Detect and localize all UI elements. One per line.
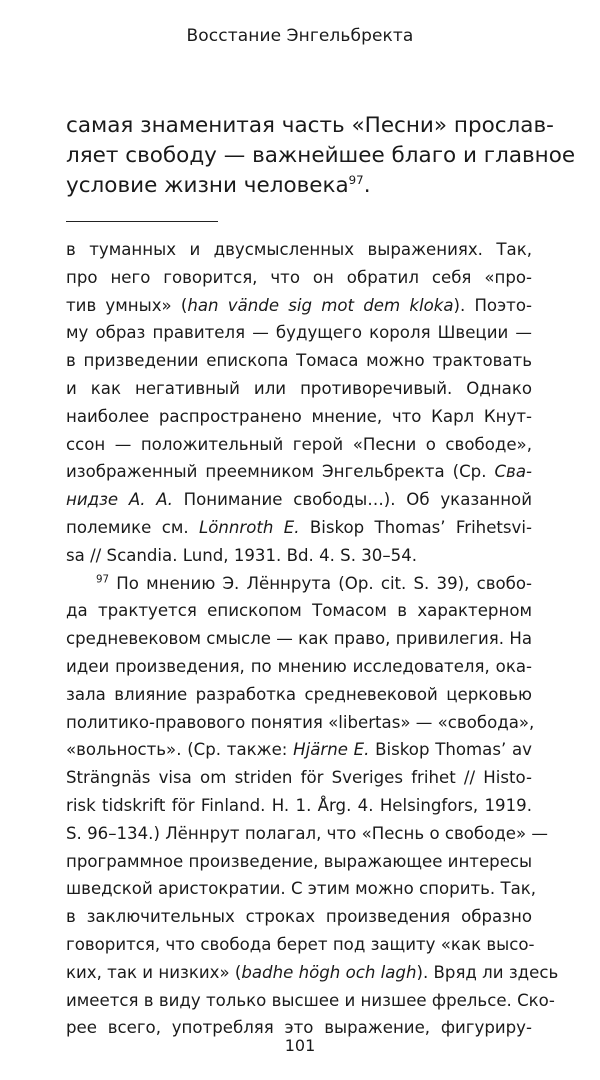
text: ких, так и низких» ( <box>66 962 242 982</box>
footnote-line: наиболее распространено мнение, что Карл Кнут- <box>66 406 532 426</box>
footnote-line <box>66 458 532 486</box>
main-line-text: условие жизни человека <box>66 173 349 198</box>
text: полемике см. <box>66 517 199 537</box>
italic-author: Hjärne E. <box>293 740 370 760</box>
footnote-line: risk tidskrift för Finland. H. 1. Årg. 4. Helsingfors, 1919. <box>66 795 532 815</box>
text: тив умных» ( <box>66 295 188 315</box>
footnote-line: ссон — положительный герой «Песни о свободе», <box>66 434 532 454</box>
footnote-line: му образ правителя — будущего короля Швеции — <box>66 323 532 343</box>
footnote-line: про него говорится, что он обратил себя «про- <box>66 267 532 287</box>
footnote-line: sa // Scandia. Lund, 1931. Bd. 4. S. 30–54. <box>66 545 418 565</box>
footnote-line: идеи произведения, по мнению исследователя, ока- <box>66 656 532 676</box>
main-line <box>66 171 532 201</box>
footnote-line: Strängnäs visa om striden för Sveriges frihet // Histo- <box>66 768 532 788</box>
footnote-line: зала влияние разработка средневековой церковью <box>66 684 532 704</box>
running-header: Восстание Энгельбректа <box>186 26 414 46</box>
main-line-end: . <box>363 173 371 198</box>
text: ). Вряд ли здесь <box>416 962 559 982</box>
footnote-line: говорится, что свобода берет под защиту «как высо- <box>66 934 535 954</box>
italic-author: Lönnroth E. <box>198 517 300 537</box>
page-number: 101 <box>284 1036 316 1055</box>
italic-quote: han vände sig mot dem kloka <box>187 295 454 315</box>
footnote-ref-97: 97 <box>348 172 364 187</box>
italic-author: Сва- <box>494 462 532 482</box>
footnote-line <box>66 292 532 320</box>
footnote-line: программное произведение, выражающее интересы <box>66 851 533 871</box>
footnote-line <box>66 486 532 514</box>
footnotes <box>66 236 559 1042</box>
footnote-line: рее всего, употребляя это выражение, фигуриру- <box>66 1018 532 1038</box>
text: изображенный преемником Энгельбректа (Ср. <box>66 462 495 482</box>
text: «вольность». (Ср. также: <box>66 740 294 760</box>
text: По мнению Э. Лённрута (Op. cit. S. 39), свобо- <box>109 573 532 593</box>
footnote-line: в призведении епископа Томаса можно трактовать <box>66 351 532 371</box>
footnote-line: имеется в виду только высшее и низшее фрельсе. Ско- <box>66 990 555 1010</box>
footnote-line: и как негативный или противоречивый. Однако <box>66 378 532 398</box>
footnote-separator <box>66 221 218 222</box>
footnote-line <box>66 959 559 987</box>
text: Biskop Thomas’ Frihetsvi- <box>299 517 532 537</box>
footnote-line: да трактуется епископом Томасом в характерном <box>66 601 532 621</box>
text: Понимание свободы…). Об указанной <box>172 490 532 510</box>
footnote-line: в туманных и двусмысленных выражениях. Так, <box>66 240 532 259</box>
footnote-line: в заключительных строках произведения образно <box>66 907 532 927</box>
footnote-line: S. 96–134.) Лённрут полагал, что «Песнь о свободе» — <box>66 823 549 843</box>
footnote-marker-97: 97 <box>96 573 110 586</box>
footnote-line: политико-правового понятия «libertas» — «свобода», <box>66 712 535 732</box>
italic-quote: badhe högh och lagh <box>241 962 417 982</box>
text: Biskop Thomas’ av <box>369 740 532 760</box>
main-line: ляет свободу — важнейшее благо и главное <box>66 143 576 168</box>
footnote-line: шведской аристократии. С этим можно спорить. Так, <box>66 879 537 899</box>
footnote-line <box>66 514 532 542</box>
main-text <box>66 111 576 201</box>
footnote-line: средневековом смысле — как право, привилегия. На <box>66 629 532 649</box>
main-line: самая знаменитая часть «Песни» прослав- <box>66 113 554 138</box>
text: ). Поэто- <box>453 295 532 315</box>
italic-author: нидзе А. А. <box>66 490 173 510</box>
footnote-line <box>66 736 532 764</box>
footnote-97-first-line <box>66 570 532 598</box>
